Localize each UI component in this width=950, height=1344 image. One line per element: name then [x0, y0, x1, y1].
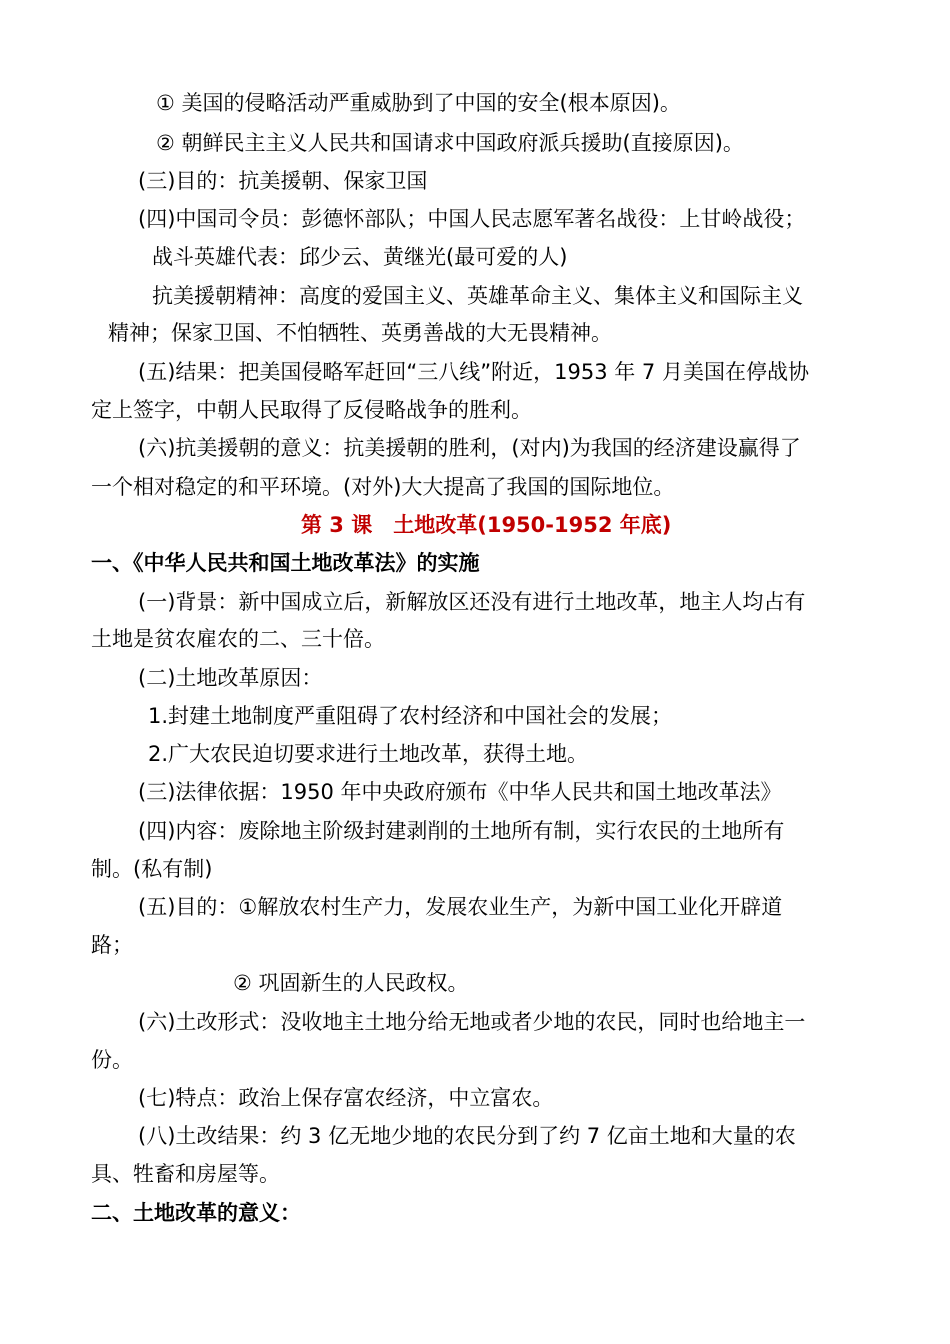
text-line: 具、牲畜和房屋等。 — [91, 1162, 280, 1186]
text-line: ① 美国的侵略活动严重威胁到了中国的安全(根本原因)。 — [156, 91, 681, 115]
text-line: 制。(私有制) — [91, 857, 213, 881]
text-line: 2.广大农民迫切要求进行土地改革，获得土地。 — [148, 742, 589, 766]
text-line: ② 朝鲜民主主义人民共和国请求中国政府派兵援助(直接原因)。 — [156, 131, 744, 155]
text-line: (六)土改形式：没收地主土地分给无地或者少地的农民，同时也给地主一 — [138, 1010, 806, 1034]
text-line: (六)抗美援朝的意义：抗美援朝的胜利，(对内)为我国的经济建设赢得了 — [138, 436, 801, 460]
text-line: (四)内容：废除地主阶级封建剥削的土地所有制，实行农民的土地所有 — [138, 819, 785, 843]
text-line: (八)土改结果：约 3 亿无地少地的农民分到了约 7 亿亩土地和大量的农 — [138, 1124, 796, 1148]
text-line: 份。 — [91, 1048, 133, 1072]
text-line: (二)土地改革原因： — [138, 666, 323, 690]
text-line: ② 巩固新生的人民政权。 — [233, 971, 469, 995]
text-line: 路； — [91, 933, 133, 957]
text-line: (五)结果：把美国侵略军赶回“三八线”附近，1953 年 7 月美国在停战协 — [138, 360, 809, 384]
text-line: 1.封建土地制度严重阻碍了农村经济和中国社会的发展； — [148, 704, 673, 728]
section-heading: 一、《中华人民共和国土地改革法》的实施 — [91, 551, 480, 575]
text-line: 土地是贫农雇农的二、三十倍。 — [91, 627, 385, 651]
text-line: 战斗英雄代表：邱少云、黄继光(最可爱的人) — [152, 245, 568, 269]
text-line: 一个相对稳定的和平环境。(对外)大大提高了我国的国际地位。 — [91, 475, 675, 499]
text-line: (一)背景：新中国成立后，新解放区还没有进行土地改革，地主人均占有 — [138, 590, 806, 614]
text-line: 精神；保家卫国、不怕牺牲、英勇善战的大无畏精神。 — [108, 321, 612, 345]
text-line: 抗美援朝精神：高度的爱国主义、英雄革命主义、集体主义和国际主义 — [152, 284, 803, 308]
section-heading: 二、土地改革的意义： — [91, 1201, 301, 1225]
text-line: (四)中国司令员：彭德怀部队；中国人民志愿军著名战役：上甘岭战役； — [138, 207, 806, 231]
text-line: (三)法律依据：1950 年中央政府颁布《中华人民共和国土地改革法》 — [138, 780, 782, 804]
text-line: (五)目的：①解放农村生产力，发展农业生产，为新中国工业化开辟道 — [138, 895, 783, 919]
text-line: (三)目的：抗美援朝、保家卫国 — [138, 169, 428, 193]
text-line: (七)特点：政治上保存富农经济，中立富农。 — [138, 1086, 554, 1110]
text-line: 定上签字，中朝人民取得了反侵略战争的胜利。 — [91, 398, 532, 422]
lesson-title: 第 3 课 土地改革(1950-1952 年底) — [301, 513, 672, 537]
